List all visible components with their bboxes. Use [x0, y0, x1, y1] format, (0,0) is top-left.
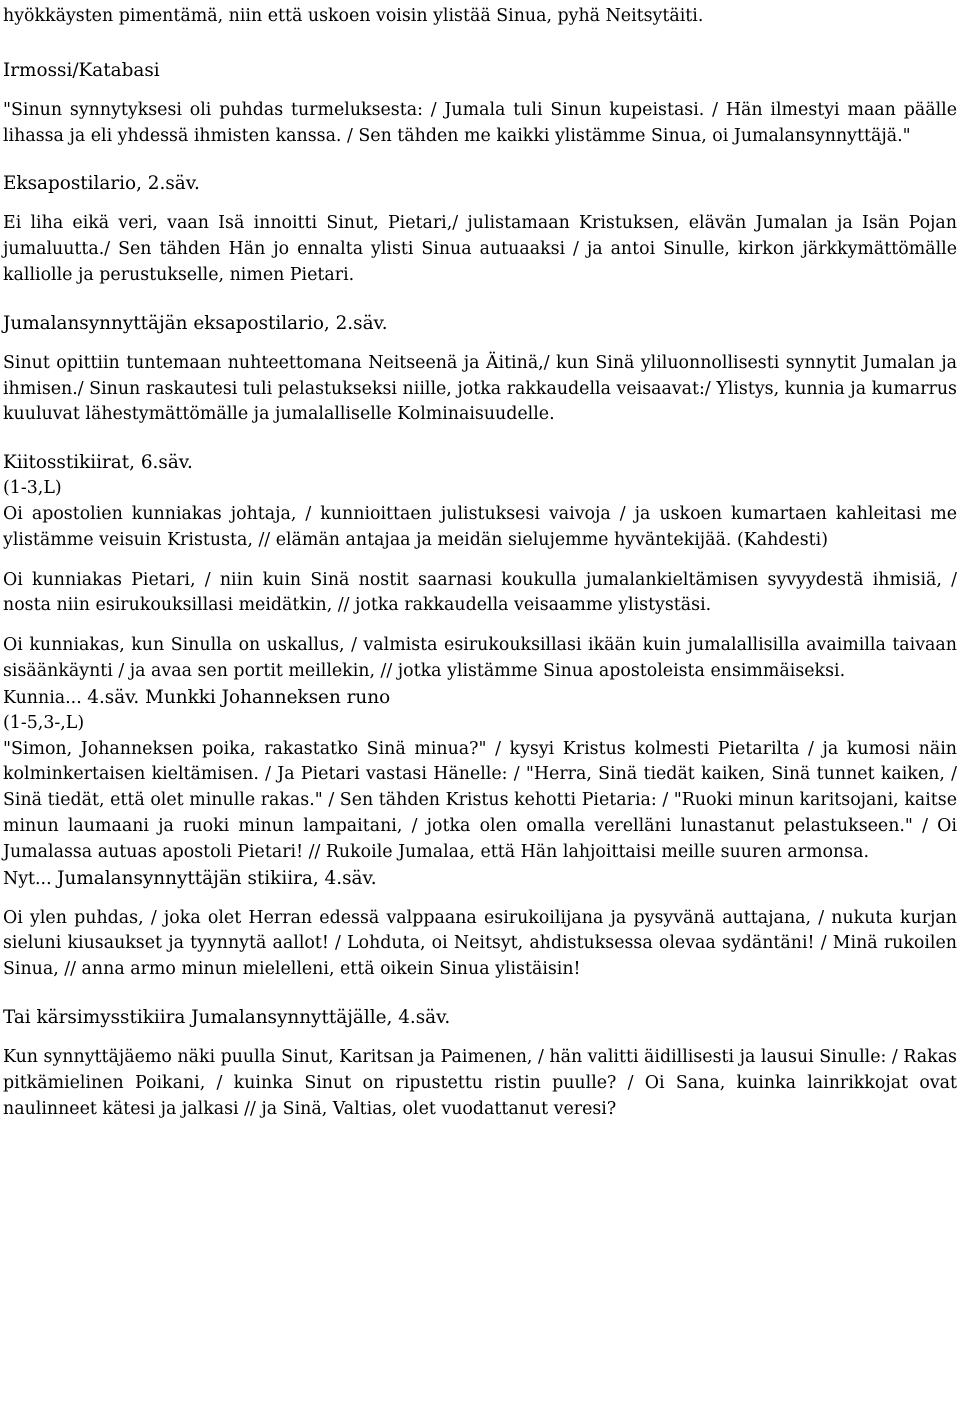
heading-karsimysstikiira: Tai kärsimysstikiira Jumalansynnyttäjälle, 4.säv.	[3, 1006, 451, 1028]
nyt-prefix: Nyt...	[3, 868, 58, 889]
heading-kiitosstikiirat: Kiitosstikiirat, 6.säv.	[3, 452, 193, 474]
paragraph-eksapostilario: Ei liha eikä veri, vaan Isä innoitti Sinut, Pietari,/ julistamaan Kristuksen, elävän Jumalan ja Isän Pojan jumaluutta./ Sen tähden Hän jo ennalta ylisti Sinua autuaaksi / ja antoi Sinulle, kirkon järkkymättömälle kalliolle ja perustukselle, nimen Pietari.	[3, 213, 957, 285]
heading-nyt	[3, 866, 957, 892]
paragraph-stikiira-3: Oi kunniakas, kun Sinulla on uskallus, / valmista esirukouksillasi ikään kuin jumalallisilla avaimilla taivaan sisäänkäynti / ja avaa sen portit meillekin, // jotka ylistämme Sinua apostoleista ensimmäiseksi.	[3, 635, 957, 681]
heading-irmossi: Irmossi/Katabasi	[3, 59, 160, 81]
paragraph-munkki-johanneksen-runo: "Simon, Johanneksen poika, rakastatko Sinä minua?" / kysyi Kristus kolmesti Pietariltа / ja kumosi näin kolminkertaisen kieltämisen. / Ja Pietari vastasi Hänelle: / "Herra, Sinä tiedät kaiken, Sinä tunnet kaiken, / Sinä tiedät, että olet minulle rakas." / Sen tähden Kristus kehotti Pietaria: / "Ruoki minun karitsojani, kaitse minun laumaani ja ruoki minun lampaitani, / jotka olen omalla verelläni lunastanut pelastukseen." / Oi Jumalassa autuas apostoli Pietari! // Rukoile Jumalaa, että Hän lahjoittaisi meille suuren armonsa.	[3, 738, 957, 862]
paragraph-irmossi: "Sinun synnytyksesi oli puhdas turmeluksesta: / Jumala tuli Sinun kupeistasi. / Hän ilmestyi maan päälle lihassa ja eli yhdessä ihmisten kanssa. / Sen tähden me kaikki ylistämme Sinua, oi Jumalansynnyttäjä."	[3, 99, 957, 146]
rubric-1-3-l: (1-3,L)	[3, 478, 62, 499]
paragraph-stikiira-2: Oi kunniakas Pietari, / niin kuin Sinä nostit saarnasi koukulla jumalankieltämisen syvyydestä ihmisiä, / nosta niin esirukouksillasi meidätkin, // jotka rakkaudella veisaamme ylistystäsi.	[3, 569, 957, 616]
heading-munkki-johanneksen-runo: 4.säv. Munkki Johanneksen runo	[87, 686, 391, 708]
document-page	[3, 0, 957, 1122]
paragraph-jumalansynnyttajan-eksapostilario: Sinut opittiin tuntemaan nuhteettomana Neitseenä ja Äitinä,/ kun Sinä yliluonnollisesti synnytit Jumalan ja ihmisen./ Sinun raskautesi tuli pelastukseksi niille, jotka rakkaudella veisaavat:/ Ylistys, kunnia ja kumarrus kuuluvat lähestymättömälle ja jumalalliselle Kolminaisuudelle.	[3, 352, 957, 425]
heading-jumalansynnyttajan-eksapostilario: Jumalansynnyttäjän eksapostilario, 2.säv.	[3, 312, 388, 334]
paragraph-karsimysstikiira: Kun synnyttäjäemo näki puulla Sinut, Karitsan ja Paimenen, / hän valitti äidillisesti ja lausui Sinulle: / Rakas pitkämielinen Poikani, / kuinka Sinut on ripustettu ristin puulle? / Oi Sana, kuinka lainrikkojat ovat naulinneet kätesi ja jalkasi // ja Sinä, Valtias, olet vuodattanut veresi?	[3, 1046, 957, 1119]
paragraph-stikiira-1: Oi apostolien kunniakas johtaja, / kunnioittaen julistuksesi vaivoja / ja uskoen kumartaen kahleitasi me ylistämme veisuin Kristusta, // elämän antajaa ja meidän sielujemme hyväntekijää. (Kahdesti)	[3, 503, 957, 550]
rubric-1-5-3-l: (1-5,3-,L)	[3, 712, 85, 733]
heading-jumalansynnyttajan-stikiira: Jumalansynnyttäjän stikiira, 4.säv.	[57, 867, 377, 889]
paragraph-jumalansynnyttajan-stikiira: Oi ylen puhdas, / joka olet Herran edessä valppaana esirukoilijana ja pysyvänä auttajana, / nukuta kurjan sieluni kiusaukset ja tyynnytä aallot! / Lohduta, oi Neitsyt, ahdistuksessa olevaa sydäntäni! / Minä rukoilen Sinua, // anna armo minun mielelleni, että oikein Sinua ylistäisin!	[3, 907, 957, 980]
paragraph-continuation: hyökkäysten pimentämä, niin että uskoen voisin ylistää Sinua, pyhä Neitsytäiti.	[3, 6, 704, 26]
heading-kunnia	[3, 685, 957, 711]
kunnia-prefix: Kunnia...	[3, 687, 88, 708]
heading-eksapostilario: Eksapostilario, 2.säv.	[3, 173, 200, 195]
